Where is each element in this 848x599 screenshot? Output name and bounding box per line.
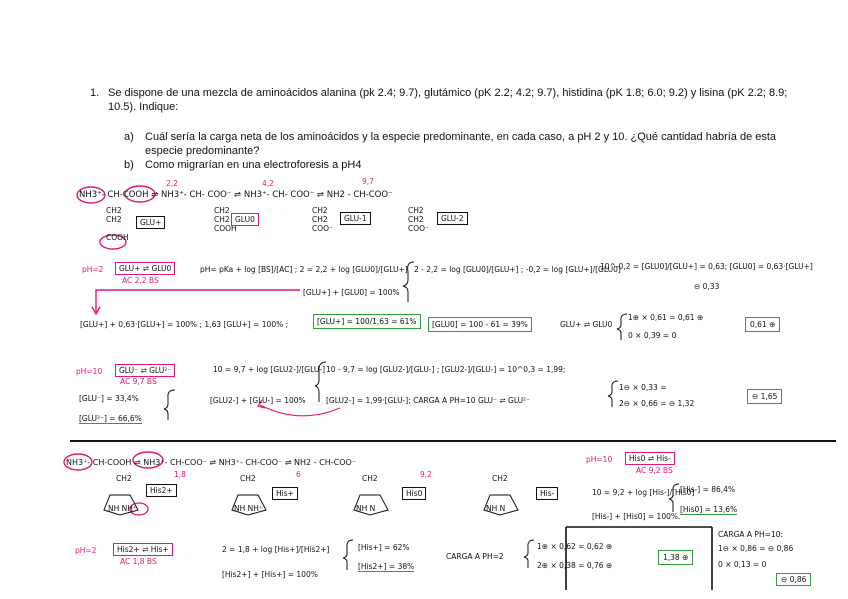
subquestion-a-label: a)	[124, 131, 134, 143]
his-ph2-label: pH=2	[75, 546, 97, 555]
ph2-label: pH=2	[82, 265, 104, 274]
ph10-pair: GLU⁻ ⇌ GLU²⁻	[115, 364, 175, 377]
his-ph2-result: 1,38 ⊕	[658, 550, 693, 565]
his-ph2-r1: [His+] = 62%	[358, 543, 410, 552]
ph10-result: ⊖ 1,65	[747, 389, 782, 404]
his-species-2: His+	[272, 487, 298, 500]
glu-side-chain-1: CH2 CH2 COOH	[106, 206, 129, 242]
ph10-equation: 10 = 9,7 + log [GLU2-]/[GLU-]	[213, 365, 326, 374]
his-ph10-carga: CARGA A PH=10:	[718, 530, 783, 539]
glu-side-chain-3: CH2 CH2 COO⁻	[312, 206, 334, 233]
ph2-result: 0,61 ⊕	[745, 317, 780, 332]
his-ph2-r2: [His2+] = 38%	[358, 562, 415, 571]
his-ph2-equation: 2 = 1,8 + log [His+]/[His2+]	[222, 545, 330, 554]
his-species-4: His-	[536, 487, 558, 500]
his-species-1: His2+	[146, 484, 177, 497]
his-ph10-equation: 10 = 9,2 + log [His-]/[His0]	[592, 488, 695, 497]
his-ph10-pair: His0 ⇌ His-	[625, 452, 675, 465]
his-ph2-carga: CARGA A PH=2	[446, 552, 504, 561]
ph10-label: pH=10	[76, 367, 103, 376]
his-ph10-r1: [His-] = 86,4%	[680, 485, 736, 494]
glu-pk2: 4,2	[262, 179, 274, 188]
his-ring-label-4: NH N	[486, 504, 506, 513]
his-ph10-sum: [His-] + [His0] = 100%.	[592, 512, 681, 521]
his-ring-label-1: NH NH⁺	[108, 504, 137, 513]
glu-species-3: GLU-1	[340, 212, 371, 225]
curved-arrow	[260, 405, 340, 416]
ph2-line: [GLU+] + 0,63·[GLU+] = 100% ; 1,63 [GLU+] = 100% ;	[80, 320, 289, 329]
glu-pk3: 9,7	[362, 177, 374, 186]
question-text: Se dispone de una mezcla de aminoácidos alanina (pk 2.4; 9.7), glutámico (pK 2.2; 4.2; 9.7), histidina (pK 1.8; 6.0; 9.2) y lisina (pK 2.2; 8.9; 10.5). Indique:	[108, 87, 788, 113]
glu-species-4: GLU-2	[437, 212, 468, 225]
his-ph10-ac-bs: AC 9,2 BS	[636, 466, 673, 475]
ph2-sum: [GLU+] + [GLU0] = 100%	[303, 288, 400, 297]
ph10-sum: [GLU2-] + [GLU-] = 100%	[210, 396, 306, 405]
ph2-charge-2: 0 × 0,39 = 0	[628, 331, 677, 340]
ph2-equation: pH= pKa + log [BS]/[AC] ; 2 = 2,2 + log [GLU0]/[GLU+]	[200, 265, 408, 274]
ph2-fraction: [GLU+] = 100/1,63 = 61%	[313, 314, 421, 329]
section-divider	[70, 440, 836, 442]
his-ph2-sum: [His2+] + [His+] = 100%	[222, 570, 318, 579]
ph2-equation-2: 2 - 2,2 = log [GLU0]/[GLU+] ; -0,2 = log [GLU+]/[GLU0]	[414, 265, 621, 274]
glu-pk1: 2,2	[166, 179, 178, 188]
glu-chain: NH3⁺- CH-COOH ⇌ NH3⁺- CH- COO⁻ ⇌ NH3⁺- CH- COO⁻ ⇌ NH2 - CH-COO⁻	[79, 190, 393, 200]
ph2-equilibrium: GLU+ ⇌ GLU0	[560, 320, 613, 329]
red-arrow	[96, 290, 300, 312]
ph2-pair: GLU+ ⇌ GLU0	[115, 262, 175, 275]
his-ph10-result: ⊖ 0,86	[776, 573, 811, 586]
ph10-ac-bs: AC 9,7 BS	[120, 377, 157, 386]
ph10-equation-2: 10 - 9,7 = log [GLU2-]/[GLU-] ; [GLU2-]/[GLU-] = 10^0,3 = 1,99;	[326, 365, 566, 374]
ph10-glu-2minus: [GLU²⁻] = 66,6%	[79, 414, 142, 423]
his-ph10-r2: [His0] = 13,6%	[680, 505, 738, 514]
glu-side-chain-4: CH2 CH2 COO⁻	[408, 206, 430, 233]
his-ch2-3: CH2	[362, 474, 378, 483]
his-pk3: 9,2	[420, 470, 432, 479]
ph10-charge-2: 2⊖ × 0,66 = ⊖ 1,32	[619, 399, 695, 408]
ph10-relation: [GLU2-] = 1,99·[GLU-]; CARGA A PH=10 GLU⁻ ⇌ GLU²⁻	[326, 396, 531, 405]
glu-species-2: GLU0	[231, 213, 259, 226]
subquestion-a-text: Cuál sería la carga neta de los aminoácidos y la especie predominante, en cada caso, a pH 2 y 10. ¿Qué cantidad habría de esta especie predominante?	[145, 131, 777, 157]
his-ph10-c2: 0 × 0,13 = 0	[718, 560, 767, 569]
his-ph10-label: pH=10	[586, 455, 613, 464]
his-ch2-4: CH2	[492, 474, 508, 483]
subquestion-b-text: Como migrarían en una electroforesis a pH4	[145, 159, 362, 171]
ph2-charge-1: 1⊕ × 0,61 = 0,61 ⊕	[628, 313, 704, 322]
his-chain: NH3⁺- CH-COOH ⇌ NH3⁺- CH-COO⁻ ⇌ NH3⁺- CH-COO⁻ ⇌ NH2 - CH-COO⁻	[66, 458, 357, 467]
his-ph2-ac-bs: AC 1,8 BS	[120, 557, 157, 566]
ph10-charge-1: 1⊖ × 0,33 =	[619, 383, 667, 392]
question-number: 1.	[90, 87, 100, 99]
ph2-charge-minus: ⊖ 0,33	[694, 282, 720, 291]
his-pk1: 1,8	[174, 470, 186, 479]
his-ph2-c2: 2⊕ × 0,38 = 0,76 ⊕	[537, 561, 613, 570]
his-ch2-2: CH2	[240, 474, 256, 483]
his-ring-label-3: NH N	[356, 504, 376, 513]
his-ch2-1: CH2	[116, 474, 132, 483]
glu-side-chain-2: CH2 CH2 COOH	[214, 206, 237, 233]
ph2-ac-bs: AC 2,2 BS	[122, 276, 159, 285]
subquestion-b-label: b)	[124, 159, 134, 171]
ph10-glu-minus: [GLU⁻] = 33,4%	[79, 394, 139, 403]
ph2-glu0: [GLU0] = 100 - 61 = 39%	[428, 317, 532, 332]
his-ph10-c1: 1⊖ × 0,86 = ⊖ 0,86	[718, 544, 794, 553]
his-ring-label-2: NH NH⁺	[234, 504, 263, 513]
his-ph2-pair: His2+ ⇌ His+	[113, 543, 173, 556]
his-species-3: His0	[402, 487, 426, 500]
ph2-equation-3: 10^-0,2 = [GLU0]/[GLU+] = 0,63; [GLU0] = 0,63·[GLU+]	[600, 262, 813, 271]
his-pk2: 6	[296, 470, 301, 479]
his-ph2-c1: 1⊕ × 0,62 = 0,62 ⊕	[537, 542, 613, 551]
glu-species-1: GLU+	[136, 216, 165, 229]
